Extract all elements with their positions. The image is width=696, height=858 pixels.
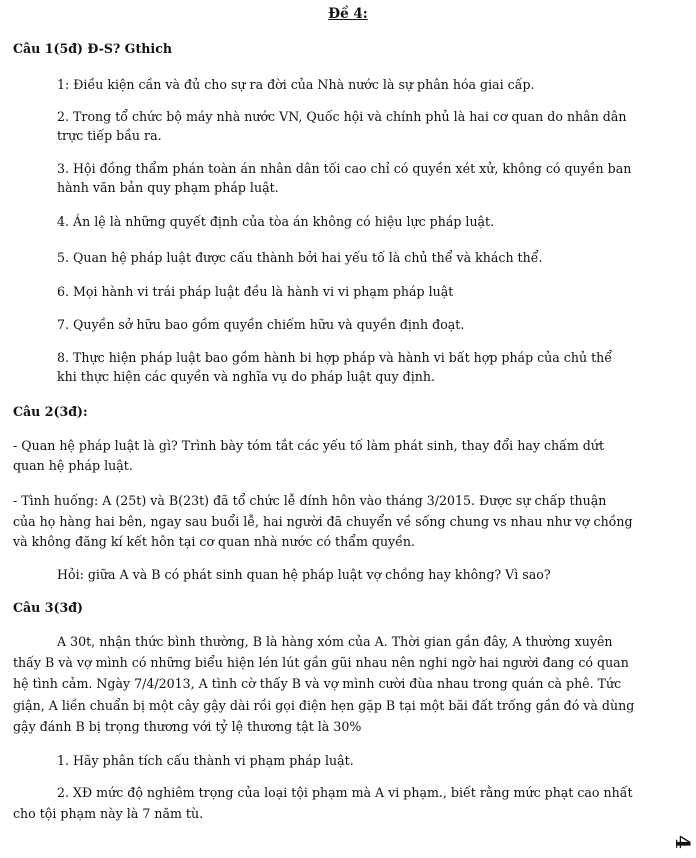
page-title: Đề 4: [328,6,368,22]
q1-item-8: 8. Thực hiện pháp luật bao gồm hành bi hợp pháp và hành vi bất hợp pháp của chủ thể [57,350,613,365]
q2-paragraph-1-cont: quan hệ pháp luật. [13,458,133,473]
q1-item-2-cont: trực tiếp bầu ra. [57,128,162,143]
q2-paragraph-1: - Quan hệ pháp luật là gì? Trình bày tóm tắt các yếu tố làm phát sinh, thay đổi hay chấm dứt [13,438,605,453]
q1-heading: Câu 1(5đ) Đ-S? Gthich [13,41,173,56]
q2-paragraph-2-line-3: và không đăng kí kết hôn tại cơ quan nhà nước có thẩm quyền. [13,534,416,549]
q2-paragraph-2-line-2: của họ hàng hai bên, ngay sau buổi lễ, hai người đã chuyển về sống chung vs nhau như vợ chồng [13,514,633,529]
q3-subquestion-1: 1. Hãy phân tích cấu thành vi phạm pháp luật. [57,753,354,768]
q3-subquestion-2: 2. XĐ mức độ nghiêm trọng của loại tội phạm mà A vi phạm., biết rằng mức phạt cao nhất [57,785,633,800]
q2-question: Hỏi: giữa A và B có phát sinh quan hệ pháp luật vợ chồng hay không? Vì sao? [57,567,551,582]
q1-item-2: 2. Trong tổ chức bộ máy nhà nước VN, Quốc hội và chính phủ là hai cơ quan do nhân dân [57,109,627,124]
q3-heading: Câu 3(3đ) [13,600,83,615]
q1-item-4: 4. Án lệ là những quyết định của tòa án không có hiệu lực pháp luật. [57,214,495,229]
q2-paragraph-2: - Tình huống: A (25t) và B(23t) đã tổ chức lễ đính hôn vào tháng 3/2015. Được sự chấp thuận [13,493,607,508]
q1-item-1: 1: Điều kiện cần và đủ cho sự ra đời của Nhà nước là sự phân hóa giai cấp. [57,77,535,92]
q2-heading: Câu 2(3đ): [13,404,88,419]
q3-paragraph-line-3: hệ tình cảm. Ngày 7/4/2013, A tình cờ thấy B và vợ mình cười đùa nhau trong quán cà phê. Tức [13,676,622,691]
page-number: 4 [671,835,696,849]
q1-item-5: 5. Quan hệ pháp luật được cấu thành bởi hai yếu tố là chủ thể và khách thể. [57,250,543,265]
q1-item-7: 7. Quyền sở hữu bao gồm quyền chiếm hữu và quyền định đoạt. [57,317,465,332]
q1-item-6: 6. Mọi hành vi trái pháp luật đều là hành vi vi phạm pháp luật [57,284,454,299]
q3-paragraph-line-4: giận, A liền chuẩn bị một cây gậy dài rồi gọi điện hẹn gặp B tại một bãi đất trống gần đó và dùng [13,698,635,713]
q1-item-3: 3. Hội đồng thẩm phán toàn án nhân dân tối cao chỉ có quyền xét xử, không có quyền ban [57,161,632,176]
q1-item-8-cont: khi thực hiện các quyền và nghĩa vụ do pháp luật quy định. [57,369,435,384]
q3-paragraph: A 30t, nhận thức bình thường, B là hàng xóm của A. Thời gian gần đây, A thường xuyên [57,634,613,649]
q3-paragraph-line-2: thấy B và vợ mình có những biểu hiện lén lút gần gũi nhau nên nghi ngờ hai người đang có quan [13,655,629,670]
q3-paragraph-line-5: gậy đánh B bị trọng thương với tỷ lệ thương tật là 30% [13,719,362,734]
q1-item-3-cont: hành văn bản quy phạm pháp luật. [57,180,279,195]
q3-subquestion-2-cont: cho tội phạm này là 7 năm tù. [13,806,204,821]
